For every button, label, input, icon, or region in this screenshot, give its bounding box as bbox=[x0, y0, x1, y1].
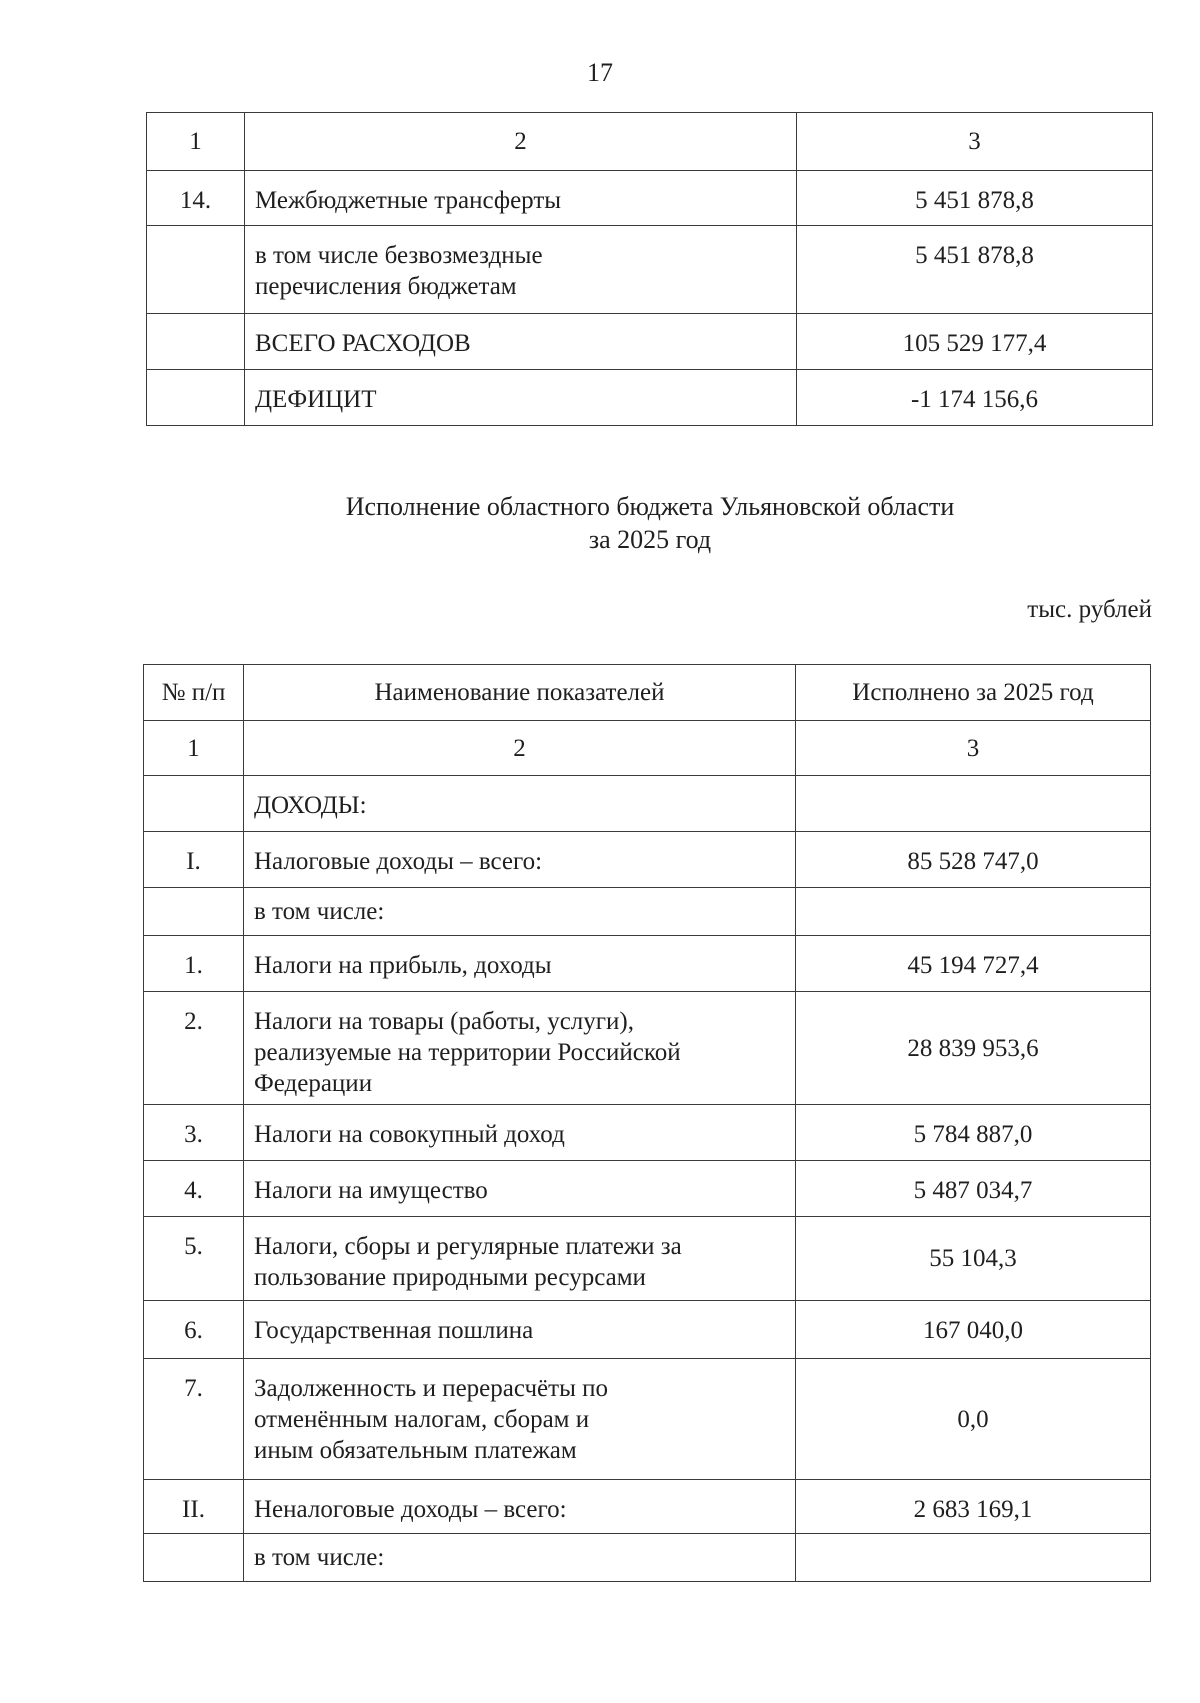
table2-row bbox=[144, 776, 1151, 832]
row-name: Неналоговые доходы – всего: bbox=[244, 1480, 796, 1534]
row-value: 55 104,3 bbox=[796, 1217, 1151, 1301]
row-name: Межбюджетные трансферты bbox=[245, 171, 797, 226]
row-number bbox=[144, 1534, 244, 1582]
expenses-table-continuation bbox=[146, 112, 1153, 426]
row-number: 7. bbox=[144, 1359, 244, 1480]
row-value: 5 451 878,8 bbox=[797, 226, 1153, 314]
row-number: 1. bbox=[144, 936, 244, 992]
table2-row bbox=[144, 1301, 1151, 1359]
table1-row bbox=[147, 171, 1153, 226]
table2-row bbox=[144, 1217, 1151, 1301]
row-name: Налоги на имущество bbox=[244, 1161, 796, 1217]
title-line-1: Исполнение областного бюджета Ульяновской области bbox=[345, 492, 955, 521]
column-header-executed: Исполнено за 2025 год bbox=[796, 665, 1151, 721]
row-value: 28 839 953,6 bbox=[796, 992, 1151, 1105]
row-value: 0,0 bbox=[796, 1359, 1151, 1480]
row-value: 105 529 177,4 bbox=[797, 314, 1153, 370]
row-name: Налоги на товары (работы, услуги), реализуемые на территории Российской Федерации bbox=[244, 992, 796, 1105]
row-number: 3. bbox=[144, 1105, 244, 1161]
row-value: -1 174 156,6 bbox=[797, 370, 1153, 426]
table2-row bbox=[144, 936, 1151, 992]
row-value: 5 451 878,8 bbox=[797, 171, 1153, 226]
table2-col3-number: 3 bbox=[796, 721, 1151, 776]
row-name: Государственная пошлина bbox=[244, 1301, 796, 1359]
row-number bbox=[144, 888, 244, 936]
row-value bbox=[796, 1534, 1151, 1582]
column-header-name: Наименование показателей bbox=[244, 665, 796, 721]
table2-row bbox=[144, 1105, 1151, 1161]
row-name: ДЕФИЦИТ bbox=[245, 370, 797, 426]
row-name: в том числе: bbox=[244, 888, 796, 936]
row-value bbox=[796, 888, 1151, 936]
row-number: 4. bbox=[144, 1161, 244, 1217]
title-line-2: за 2025 год bbox=[588, 525, 712, 554]
row-name: Задолженность и перерасчёты по отменённым налогам, сборам и иным обязательным платежам bbox=[244, 1359, 796, 1480]
row-number bbox=[147, 370, 245, 426]
units-label: тыс. рублей bbox=[1027, 596, 1152, 623]
table1-row bbox=[147, 370, 1153, 426]
row-value: 5 784 887,0 bbox=[796, 1105, 1151, 1161]
row-number: 2. bbox=[144, 992, 244, 1105]
column-header-number: № п/п bbox=[144, 665, 244, 721]
table2-row bbox=[144, 1359, 1151, 1480]
row-number: I. bbox=[144, 832, 244, 888]
row-value: 45 194 727,4 bbox=[796, 936, 1151, 992]
row-name: в том числе безвозмездные перечисления бюджетам bbox=[245, 226, 797, 314]
row-number bbox=[147, 314, 245, 370]
table1-col2-number: 2 bbox=[245, 113, 797, 171]
table1-row bbox=[147, 314, 1153, 370]
section-title bbox=[0, 490, 1200, 556]
row-name: Налоги, сборы и регулярные платежи за пользование природными ресурсами bbox=[244, 1217, 796, 1301]
table2-row bbox=[144, 1161, 1151, 1217]
table2-row bbox=[144, 1534, 1151, 1582]
row-value: 85 528 747,0 bbox=[796, 832, 1151, 888]
table1-col1-number: 1 bbox=[147, 113, 245, 171]
row-number: 5. bbox=[144, 1217, 244, 1301]
table2-numbering-row bbox=[144, 721, 1151, 776]
row-name: Налоги на прибыль, доходы bbox=[244, 936, 796, 992]
row-name: ВСЕГО РАСХОДОВ bbox=[245, 314, 797, 370]
page-number: 17 bbox=[587, 58, 613, 87]
table2-col1-number: 1 bbox=[144, 721, 244, 776]
row-value: 2 683 169,1 bbox=[796, 1480, 1151, 1534]
table2-row bbox=[144, 888, 1151, 936]
budget-execution-table bbox=[143, 664, 1151, 1582]
table1-row bbox=[147, 226, 1153, 314]
table2-row bbox=[144, 992, 1151, 1105]
table1-numbering-row bbox=[147, 113, 1153, 171]
row-number bbox=[144, 776, 244, 832]
row-name: Налоговые доходы – всего: bbox=[244, 832, 796, 888]
row-number: 6. bbox=[144, 1301, 244, 1359]
row-value: 167 040,0 bbox=[796, 1301, 1151, 1359]
table2-header-row bbox=[144, 665, 1151, 721]
table1-col3-number: 3 bbox=[797, 113, 1153, 171]
table2-row bbox=[144, 832, 1151, 888]
row-value: 5 487 034,7 bbox=[796, 1161, 1151, 1217]
row-value bbox=[796, 776, 1151, 832]
row-number: II. bbox=[144, 1480, 244, 1534]
row-number: 14. bbox=[147, 171, 245, 226]
row-name: в том числе: bbox=[244, 1534, 796, 1582]
table2-row bbox=[144, 1480, 1151, 1534]
row-name: Налоги на совокупный доход bbox=[244, 1105, 796, 1161]
table2-col2-number: 2 bbox=[244, 721, 796, 776]
row-name: ДОХОДЫ: bbox=[244, 776, 796, 832]
row-number bbox=[147, 226, 245, 314]
